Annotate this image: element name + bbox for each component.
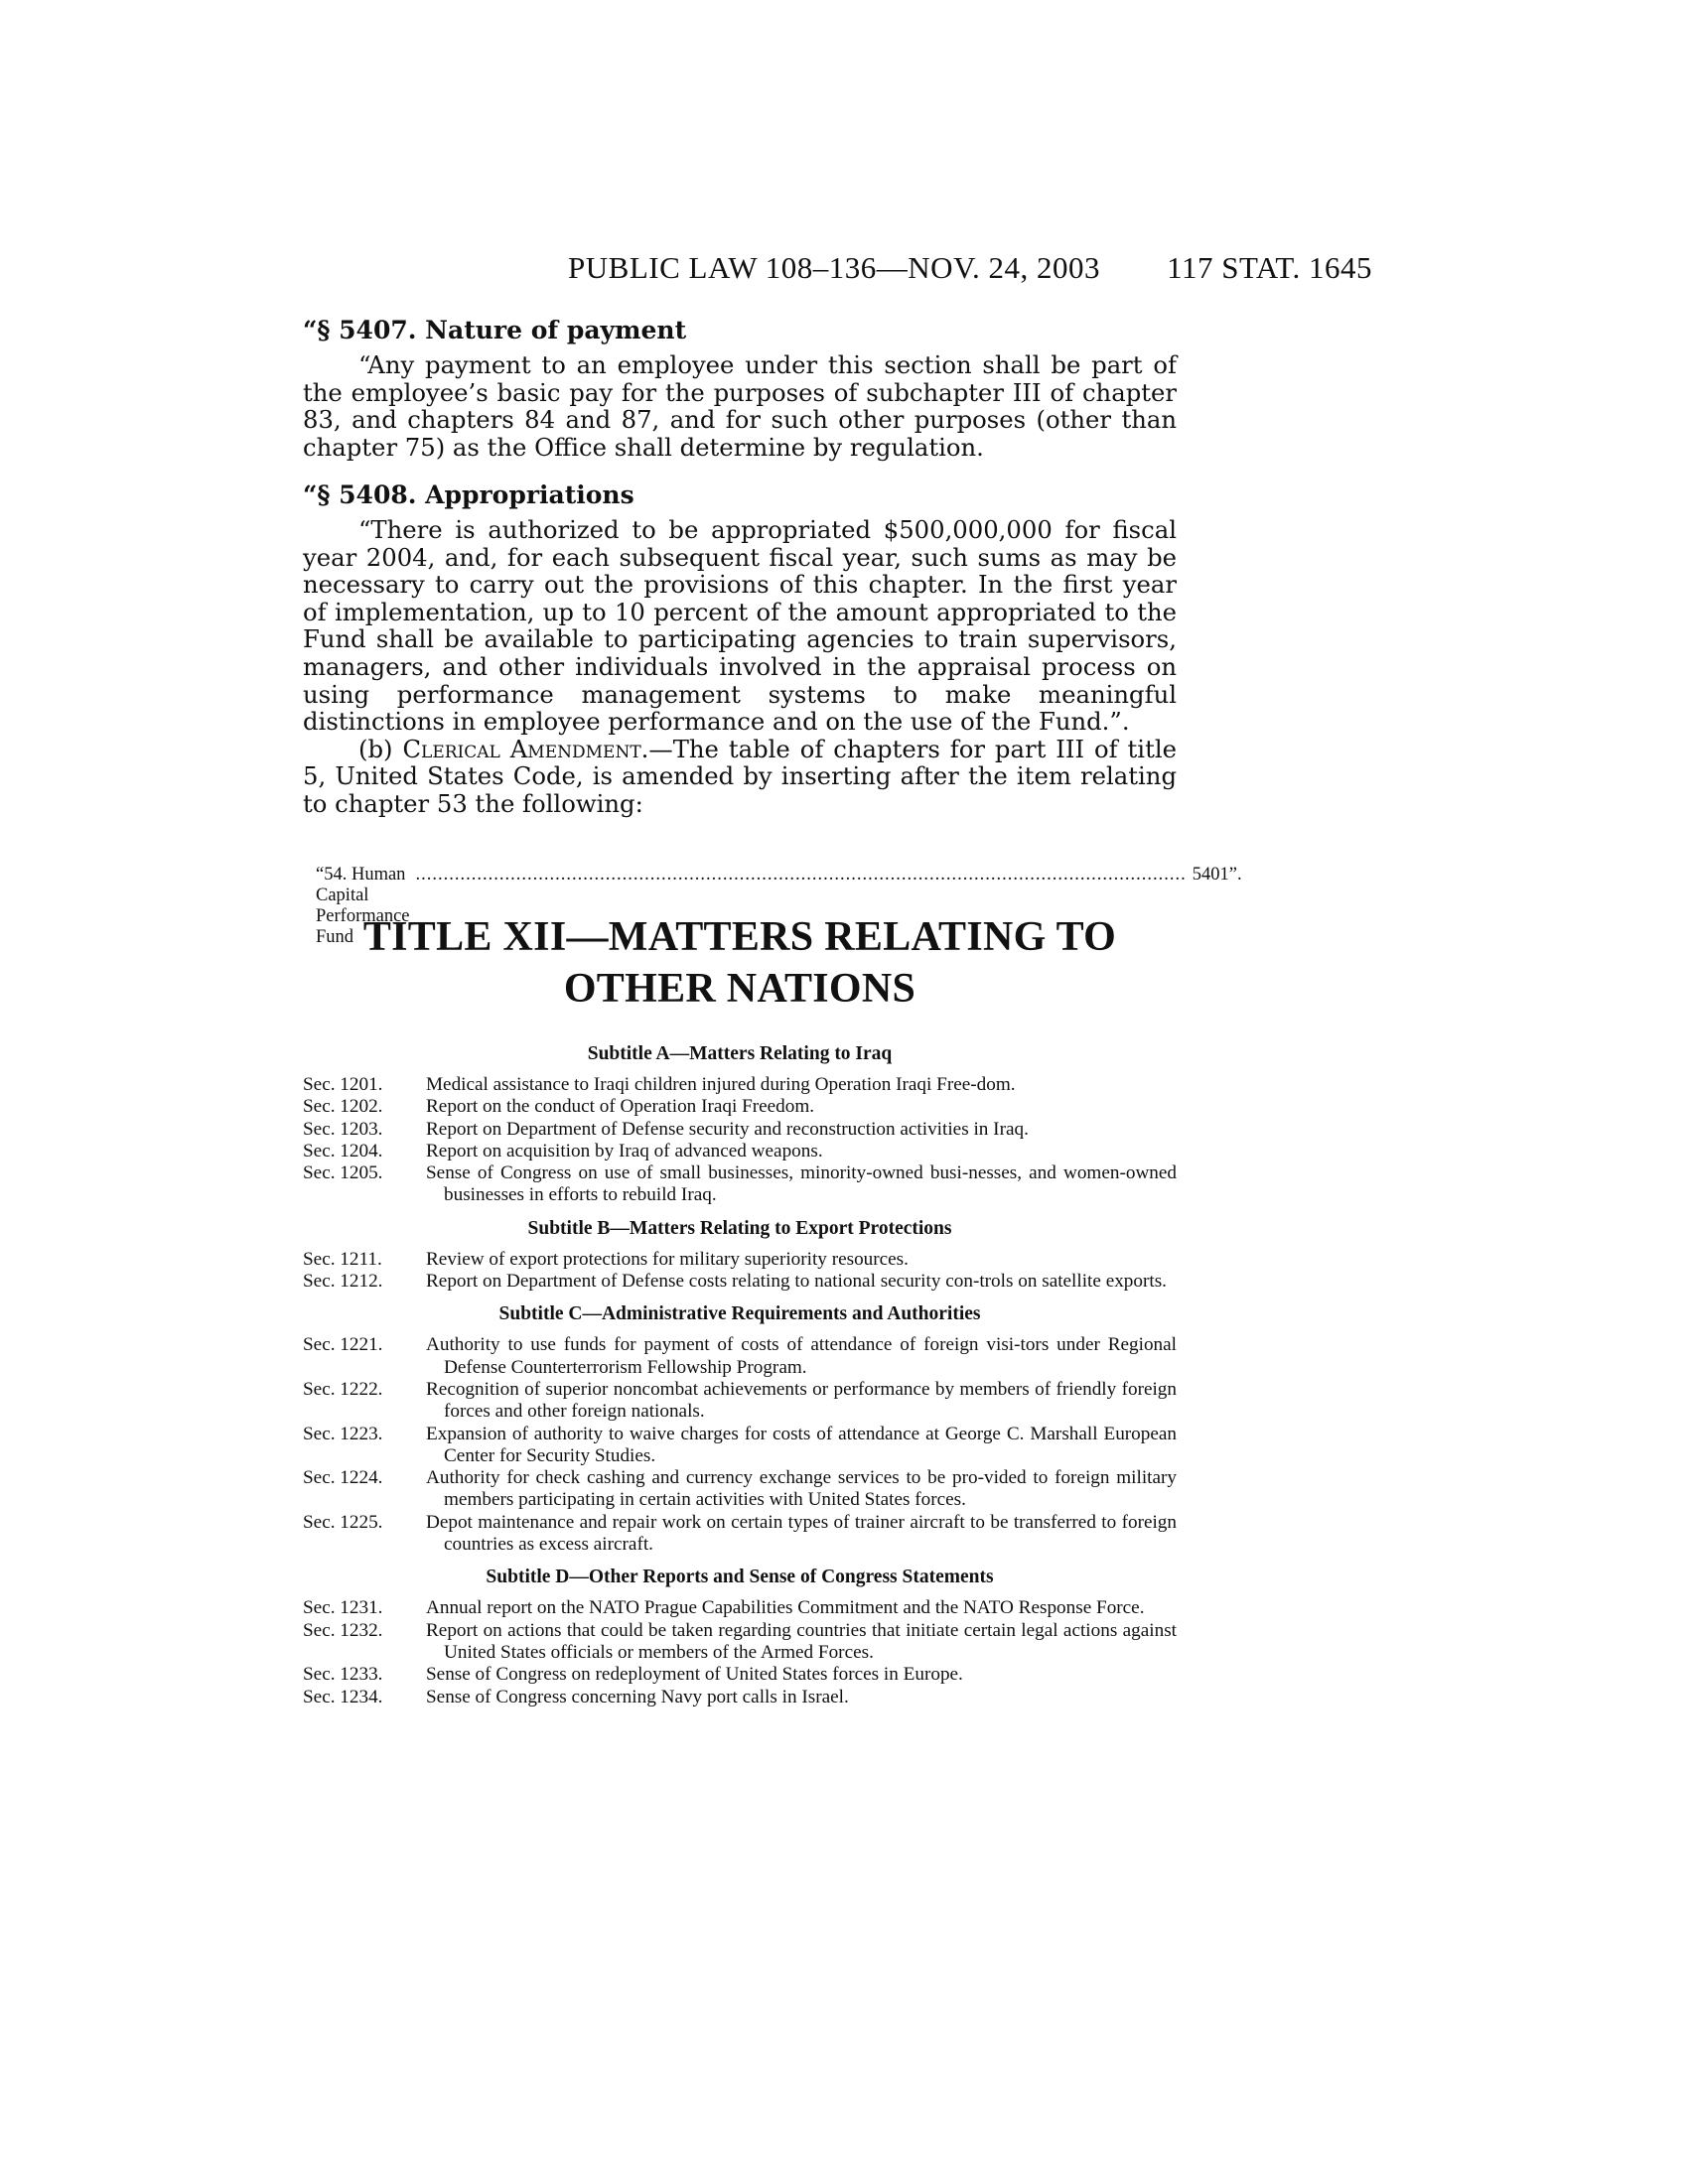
section-number: Sec. 1212. xyxy=(303,1271,383,1293)
section-description: Report on acquisition by Iraq of advanced weapons. xyxy=(426,1140,823,1161)
section-description: Sense of Congress on redeployment of United States forces in Europe. xyxy=(426,1664,963,1686)
section-description: Medical assistance to Iraqi children injured during Operation Iraqi Free-dom. xyxy=(426,1074,1016,1095)
section-description: Report on the conduct of Operation Iraqi Freedom. xyxy=(426,1096,815,1118)
section-number: Sec. 1221. xyxy=(303,1334,383,1356)
header-stat-page: 117 STAT. 1645 xyxy=(1167,250,1372,285)
section-number: Sec. 1204. xyxy=(303,1140,383,1161)
section-number: Sec. 1211. xyxy=(303,1248,382,1270)
clerical-label: Clerical Amendment xyxy=(402,734,641,763)
section-description: Report on actions that could be taken regarding countries that initiate certain legal actions against United States officials or members of the Armed Forces. xyxy=(426,1619,1177,1663)
section-number: Sec. 1201. xyxy=(303,1074,383,1095)
title-line-1: TITLE XII—MATTERS RELATING TO xyxy=(362,914,1117,960)
toc-entry xyxy=(303,1119,1177,1141)
section-description: Authority for check cashing and currency exchange services to be pro-vided to foreign military members participating in certain activities with United States forces. xyxy=(426,1467,1177,1511)
section-number: Sec. 1223. xyxy=(303,1423,383,1444)
section-number: Sec. 1222. xyxy=(303,1378,383,1400)
section-description: Review of export protections for military superiority resources. xyxy=(426,1248,909,1270)
clerical-amendment-paragraph xyxy=(303,736,1177,818)
section-description: Authority to use funds for payment of costs of attendance of foreign visi-tors under Regional Defense Counterterrorism Fellowship Program. xyxy=(426,1334,1177,1378)
toc-entry xyxy=(303,1334,1177,1379)
header-title: PUBLIC LAW 108–136—NOV. 24, 2003 xyxy=(568,250,1100,285)
clerical-text: .—The table of chapters for part III of title 5, United States Code, is amended by inserting after the item relating to chapter 53 the following: xyxy=(303,734,1177,818)
section-number: Sec. 1232. xyxy=(303,1619,383,1641)
section-description: Report on Department of Defense security and reconstruction activities in Iraq. xyxy=(426,1118,1029,1140)
clerical-prefix: (b) xyxy=(358,734,403,763)
section-number: Sec. 1234. xyxy=(303,1686,383,1707)
subtitle-heading: Subtitle D—Other Reports and Sense of Congress Statements xyxy=(486,1567,994,1588)
section-description: Sense of Congress on use of small businesses, minority-owned busi-nesses, and women-owned businesses in efforts to rebuild Iraq. xyxy=(426,1162,1177,1206)
chapter-item-page: 5401”. xyxy=(1192,865,1242,885)
toc-entry xyxy=(303,1096,1177,1118)
toc-entry xyxy=(303,1620,1177,1665)
section-5408-text: “There is authorized to be appropriated $500,000,000 for fiscal year 2004, and, for each subsequent fiscal year, such sums as may be necessary to carry out the provisions of this chapter. In the first year of implementation, up to 10 percent of the amount appropriated to the Fund shall be available to participating agencies to train supervisors, managers, and other individuals involved in the appraisal process on using performance management systems to make meaningful distinctions in employee performance and on the use of the Fund.”. xyxy=(303,515,1177,737)
subtitle-heading: Subtitle B—Matters Relating to Export Protections xyxy=(527,1217,952,1239)
subtitle-heading: Subtitle A—Matters Relating to Iraq xyxy=(587,1043,893,1064)
chapter-item-label: “54. Human Capital Performance Fund xyxy=(316,865,410,947)
toc-entry xyxy=(303,1249,1177,1271)
toc-entry xyxy=(303,1074,1177,1096)
section-5407-text: “Any payment to an employee under this section shall be part of the employee’s basic pay for the purposes of subchapter III of chapter 83, and chapters 84 and 87, and for such other purposes (other than chapter 75) as the Office shall determine by regulation. xyxy=(303,350,1177,462)
toc-entry xyxy=(303,1597,1177,1619)
toc-entry xyxy=(303,1271,1177,1293)
section-number: Sec. 1202. xyxy=(303,1096,383,1118)
leader-dots: .......................................................................................................................................... xyxy=(415,865,1187,885)
section-number: Sec. 1224. xyxy=(303,1467,383,1489)
section-number: Sec. 1205. xyxy=(303,1162,383,1184)
section-5408 xyxy=(303,480,1177,818)
section-5408-heading: “§ 5408. Appropriations xyxy=(303,480,634,509)
section-number: Sec. 1225. xyxy=(303,1511,383,1533)
section-description: Annual report on the NATO Prague Capabilities Commitment and the NATO Response Force. xyxy=(426,1597,1145,1619)
toc-entry xyxy=(303,1687,1177,1708)
toc-entry xyxy=(303,1664,1177,1686)
section-description: Expansion of authority to waive charges for costs of attendance at George C. Marshall European Center for Security Studies. xyxy=(426,1423,1177,1466)
running-header xyxy=(303,250,1372,290)
toc-entry xyxy=(303,1141,1177,1162)
section-description: Sense of Congress concerning Navy port calls in Israel. xyxy=(426,1686,849,1707)
title-heading xyxy=(303,911,1177,1015)
section-number: Sec. 1203. xyxy=(303,1118,383,1140)
section-5407 xyxy=(303,316,1177,461)
section-5407-heading: “§ 5407. Nature of payment xyxy=(303,316,687,344)
section-description: Recognition of superior noncombat achievements or performance by members of friendly foreign forces and other foreign nationals. xyxy=(426,1378,1177,1423)
toc-entry xyxy=(303,1512,1177,1557)
section-number: Sec. 1233. xyxy=(303,1664,383,1686)
subtitle-heading: Subtitle C—Administrative Requirements and Authorities xyxy=(498,1303,981,1325)
section-description: Report on Department of Defense costs relating to national security con-trols on satellite exports. xyxy=(426,1271,1167,1293)
toc-entry xyxy=(303,1467,1177,1512)
title-line-2: OTHER NATIONS xyxy=(563,966,916,1012)
title-table-of-contents xyxy=(303,1032,1177,1708)
toc-entry xyxy=(303,1162,1177,1207)
section-description: Depot maintenance and repair work on certain types of trainer aircraft to be transferred to foreign countries as excess aircraft. xyxy=(426,1511,1177,1556)
toc-entry xyxy=(303,1424,1177,1468)
section-number: Sec. 1231. xyxy=(303,1597,383,1619)
toc-entry xyxy=(303,1379,1177,1424)
